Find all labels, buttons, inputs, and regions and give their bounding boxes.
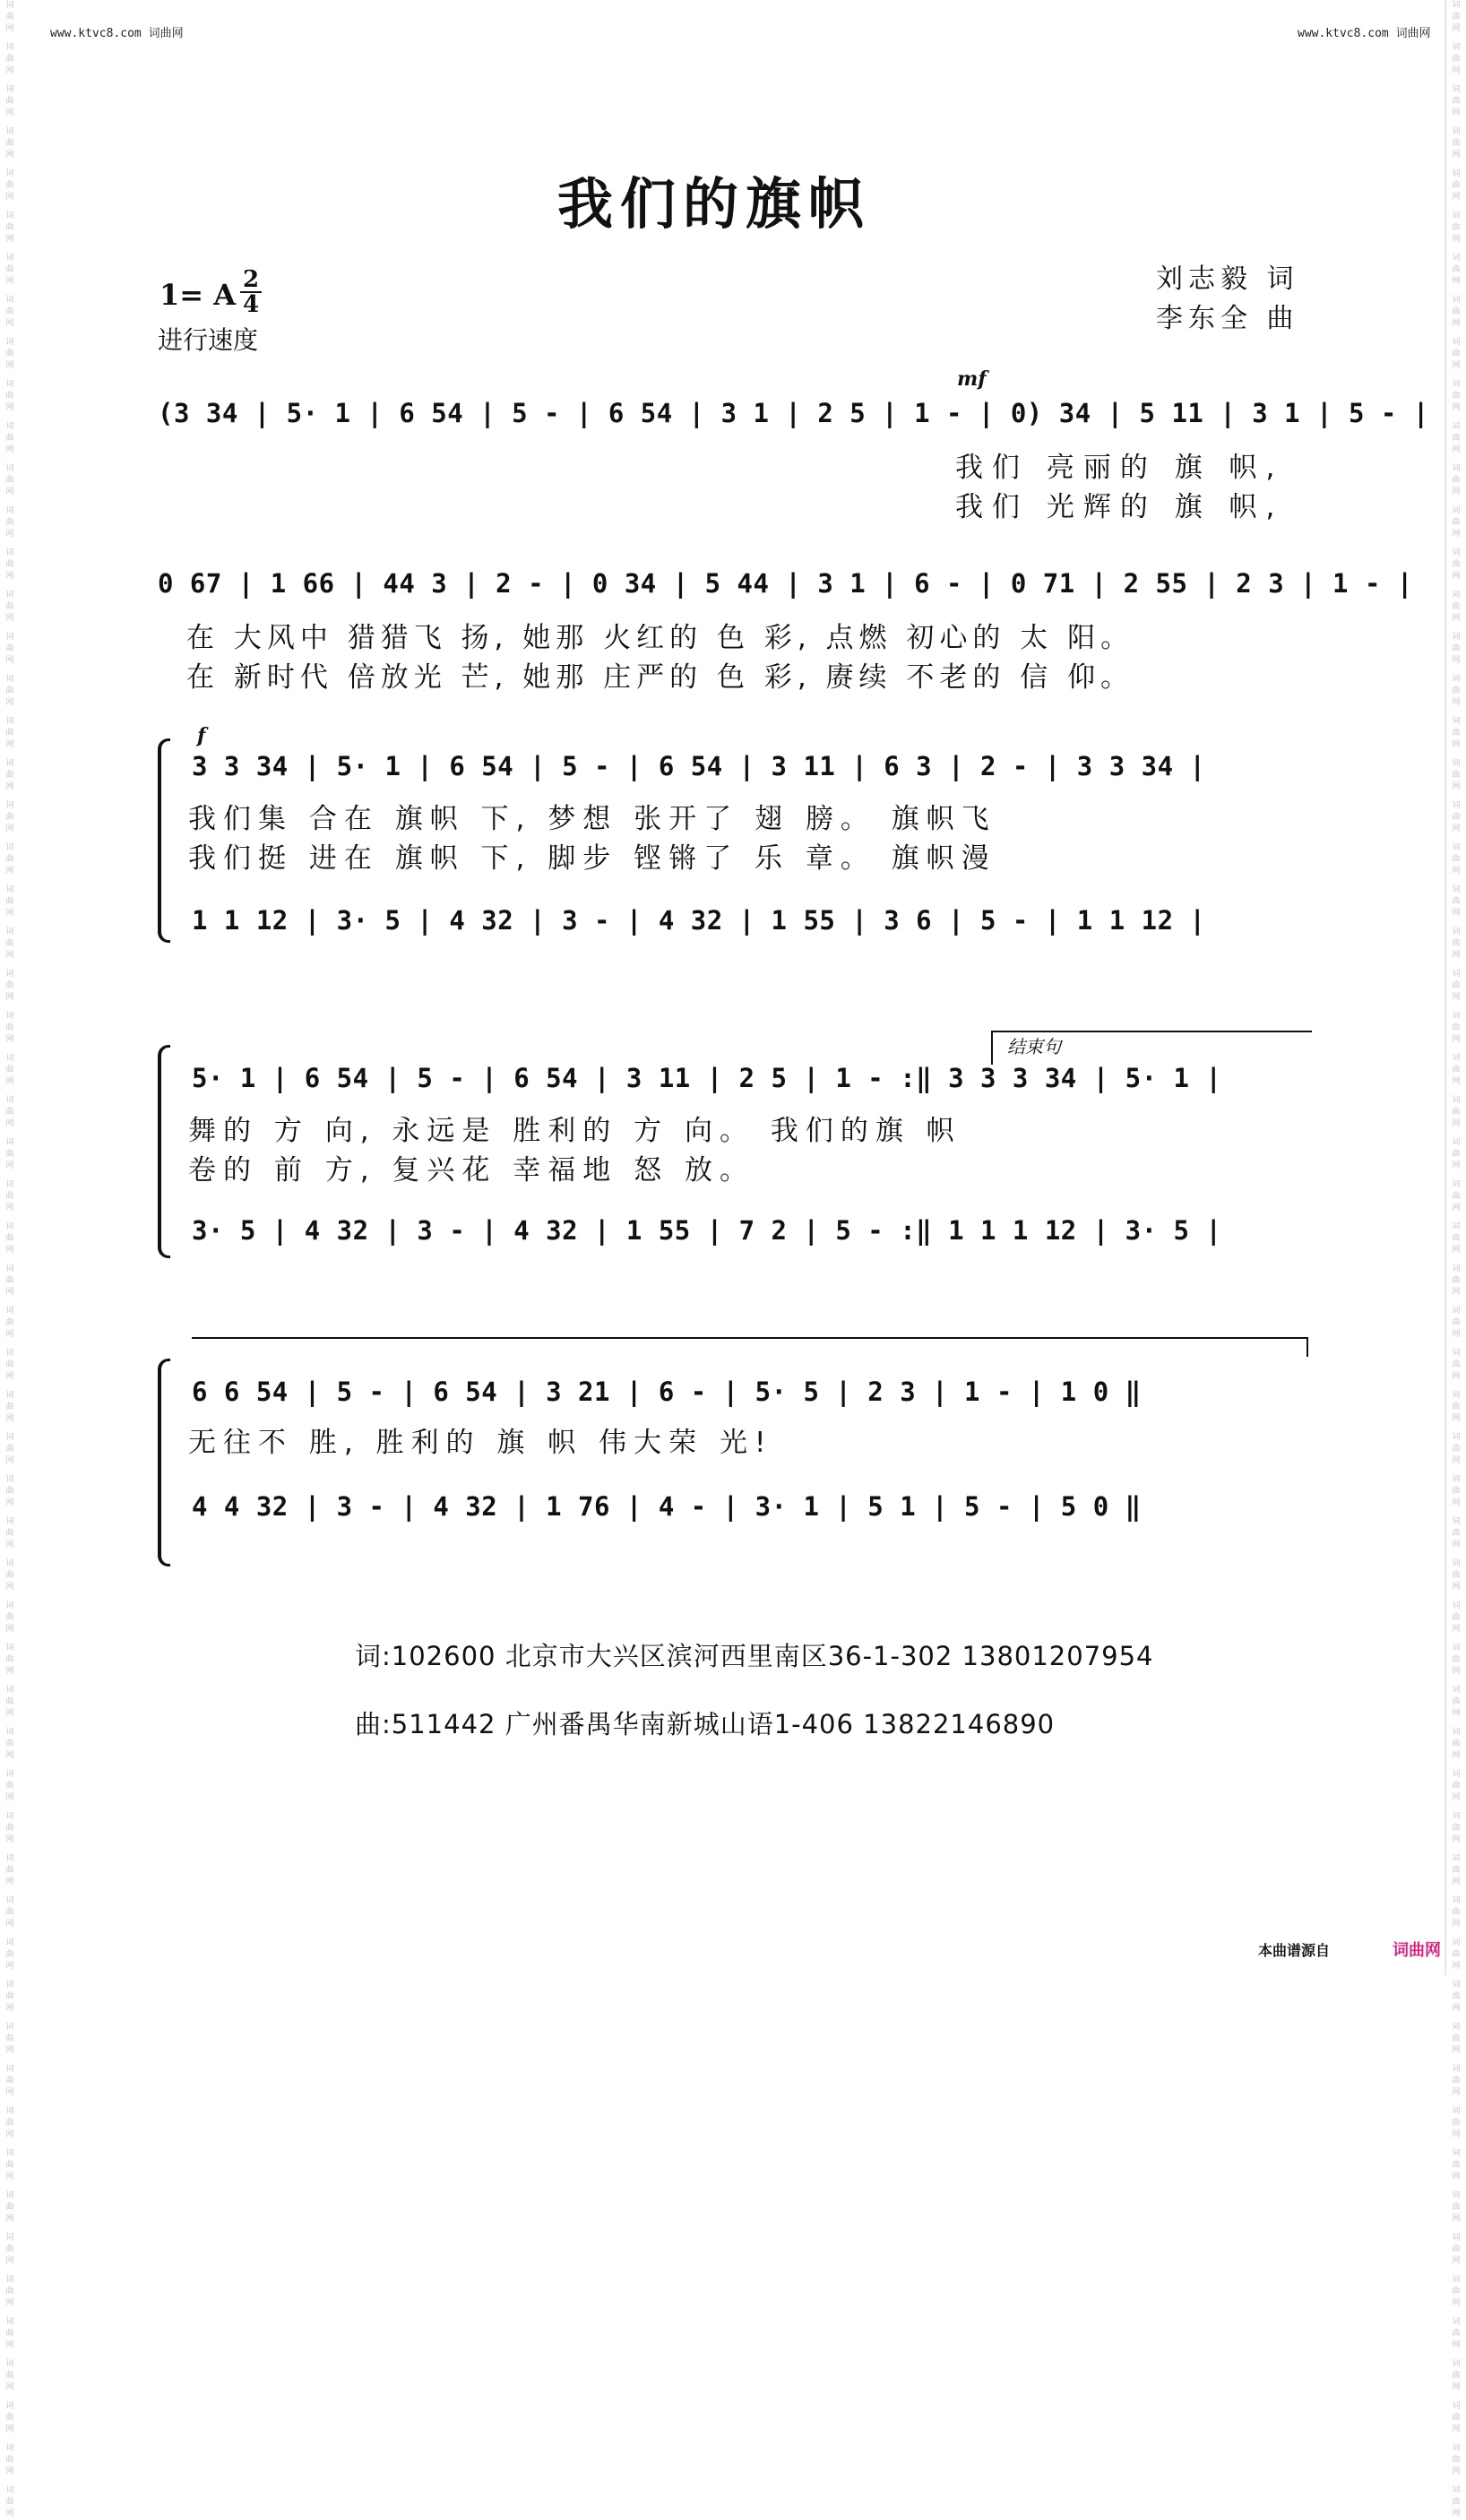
watermark-text: 词曲网 [1452,759,1461,791]
watermark-text: 词曲网 [1452,1854,1461,1886]
watermark-text: 词曲网 [5,1475,14,1507]
watermark-text: 词曲网 [5,2275,14,2308]
watermark-text: 词曲网 [1452,2402,1461,2434]
watermark-text: 词曲网 [5,1728,14,1760]
watermark-text: 词曲网 [5,1981,14,2013]
system5-lyrics-verse1: 无往不 胜, 胜利的 旗 帜 伟大荣 光! [188,1427,773,1459]
key-signature: 1= A [160,278,237,312]
watermark-text: 词曲网 [1452,885,1461,918]
system5-upper-notes: 6 6 54 | 5 - | 6 54 | 3 21 | 6 - | 5· 5 | 2 3 | 1 - | 1 0 ‖ [192,1377,1142,1407]
watermark-text: 词曲网 [1452,1,1461,33]
watermark-text: 词曲网 [5,254,14,286]
watermark-text: 词曲网 [1452,1770,1461,1802]
dynamic-f: f [197,724,206,747]
system3-lyrics-verse1: 我们集 合在 旗帜 下, 梦想 张开了 翅 膀。 旗帜飞 [188,803,996,835]
watermark-text: 词曲网 [5,1180,14,1213]
watermark-text: 词曲网 [5,1138,14,1170]
watermark-text: 词曲网 [5,296,14,328]
system1-lyrics-verse1: 我们 亮丽的 旗 帜, [955,452,1284,484]
watermark-text: 词曲网 [5,591,14,623]
watermark-text: 词曲网 [1452,1938,1461,1971]
system3-lower-notes: 1 1 12 | 3· 5 | 4 32 | 3 - | 4 32 | 1 55 | 3 6 | 5 - | 1 1 12 | [192,905,1206,936]
watermark-text: 词曲网 [5,1264,14,1297]
watermark-text: 词曲网 [1452,1981,1461,2013]
system5-brace [158,1359,170,1566]
watermark-text: 词曲网 [5,1770,14,1802]
watermark-text: 词曲网 [1452,464,1461,496]
watermark-text: 词曲网 [5,338,14,370]
watermark-text: 词曲网 [1452,1054,1461,1086]
watermark-text: 词曲网 [5,43,14,75]
watermark-text: 词曲网 [5,2444,14,2476]
watermark-text: 词曲网 [1452,591,1461,623]
watermark-text: 词曲网 [1452,422,1461,454]
watermark-text: 词曲网 [5,633,14,665]
watermark-text: 词曲网 [1452,1012,1461,1044]
watermark-text: 词曲网 [1452,1896,1461,1929]
watermark-text: 词曲网 [1452,801,1461,833]
watermark-text: 词曲网 [1452,2191,1461,2223]
system2-lyrics-verse1: 在 大风中 猎猎飞 扬, 她那 火红的 色 彩, 点燃 初心的 太 阳。 [186,622,1134,654]
watermark-text: 词曲网 [5,2107,14,2139]
composer-credit: 李东全 曲 [1156,303,1299,334]
watermark-text: 词曲网 [1452,1138,1461,1170]
right-margin-rule [1444,0,1446,1975]
watermark-text: 词曲网 [5,928,14,960]
watermark-text: 词曲网 [5,1601,14,1634]
watermark-text: 词曲网 [1452,2486,1461,2518]
watermark-text: 词曲网 [1452,1264,1461,1297]
watermark-text: 词曲网 [1452,2065,1461,2097]
system5-lower-notes: 4 4 32 | 3 - | 4 32 | 1 76 | 4 - | 3· 1 | 5 1 | 5 - | 5 0 ‖ [192,1491,1142,1522]
ending-label: 结束句 [1007,1036,1061,1057]
watermark-text: 词曲网 [1452,1391,1461,1423]
watermark-text: 词曲网 [1452,85,1461,117]
watermark-text: 词曲网 [1452,2444,1461,2476]
watermark-text: 词曲网 [5,843,14,876]
watermark-text: 词曲网 [1452,2233,1461,2265]
song-title: 我们的旗帜 [557,171,872,237]
watermark-text: 词曲网 [5,85,14,117]
system4-brace [158,1045,170,1258]
watermark-text: 词曲网 [1452,1222,1461,1255]
watermark-text: 词曲网 [5,1559,14,1592]
watermark-text: 词曲网 [1452,2149,1461,2181]
watermark-text: 词曲网 [5,759,14,791]
watermark-text: 词曲网 [1452,548,1461,581]
watermark-text: 词曲网 [5,2233,14,2265]
system4-upper-notes: 5· 1 | 6 54 | 5 - | 6 54 | 3 11 | 2 5 | 1 - :‖ 3 3 3 34 | 5· 1 | [192,1063,1222,1093]
watermark-text: 词曲网 [1452,717,1461,749]
watermark-text: 词曲网 [1452,2275,1461,2308]
watermark-text: 词曲网 [5,1812,14,1844]
system4-lyrics-verse1: 舞的 方 向, 永远是 胜利的 方 向。 我们的旗 帜 [188,1115,962,1147]
watermark-text: 词曲网 [5,2360,14,2392]
watermark-text: 词曲网 [5,464,14,496]
system1-lyrics-verse2: 我们 光辉的 旗 帜, [955,491,1284,523]
watermark-text: 词曲网 [5,422,14,454]
watermark-text: 词曲网 [5,127,14,160]
system2-notes: 0 67 | 1 66 | 44 3 | 2 - | 0 34 | 5 44 | 3 1 | 6 - | 0 71 | 2 55 | 2 3 | 1 - | [158,568,1413,599]
watermark-text: 词曲网 [5,506,14,539]
watermark-text: 词曲网 [1452,1180,1461,1213]
lyricist-credit: 刘志毅 词 [1156,263,1299,295]
watermark-text: 词曲网 [1452,1475,1461,1507]
system1-notes: (3 34 | 5· 1 | 6 54 | 5 - | 6 54 | 3 1 | 2 5 | 1 - | 0) 34 | 5 11 | 3 1 | 5 - | [158,398,1429,428]
system3-upper-notes: 3 3 34 | 5· 1 | 6 54 | 5 - | 6 54 | 3 11 | 6 3 | 2 - | 3 3 34 | [192,751,1206,781]
watermark-text: 词曲网 [5,717,14,749]
watermark-text: 词曲网 [5,1854,14,1886]
watermark-text: 词曲网 [5,801,14,833]
watermark-text: 词曲网 [1452,127,1461,160]
watermark-text: 词曲网 [5,1686,14,1718]
watermark-text: 词曲网 [1452,506,1461,539]
footer-site-link[interactable]: 词曲网 [1393,1941,1441,1960]
watermark-text: 词曲网 [1452,633,1461,665]
watermark-text: 词曲网 [5,2486,14,2518]
watermark-text: 词曲网 [1452,1812,1461,1844]
watermark-text: 词曲网 [5,1012,14,1044]
watermark-text: 词曲网 [5,2149,14,2181]
watermark-text: 词曲网 [5,2317,14,2350]
watermark-text: 词曲网 [1452,2317,1461,2350]
watermark-text: 词曲网 [1452,1307,1461,1339]
watermark-text: 词曲网 [5,169,14,202]
system3-lyrics-verse2: 我们挺 进在 旗帜 下, 脚步 铿锵了 乐 章。 旗帜漫 [188,842,996,875]
watermark-text: 词曲网 [1452,1433,1461,1465]
watermark-text: 词曲网 [5,1644,14,1676]
watermark-text: 词曲网 [1452,296,1461,328]
system4-lower-notes: 3· 5 | 4 32 | 3 - | 4 32 | 1 55 | 7 2 | 5 - :‖ 1 1 1 12 | 3· 5 | [192,1215,1222,1246]
watermark-text: 词曲网 [5,1517,14,1549]
watermark-text: 词曲网 [5,1054,14,1086]
watermark-text: 词曲网 [1452,1644,1461,1676]
watermark-text: 词曲网 [5,1222,14,1255]
watermark-text: 词曲网 [1452,254,1461,286]
watermark-text: 词曲网 [1452,1601,1461,1634]
watermark-text: 词曲网 [5,970,14,1002]
watermark-text: 词曲网 [5,1896,14,1929]
header-site-left[interactable]: www.ktvc8.com 词曲网 [50,27,184,40]
watermark-text: 词曲网 [1452,2360,1461,2392]
watermark-text: 词曲网 [1452,970,1461,1002]
watermark-text: 词曲网 [1452,843,1461,876]
watermark-text: 词曲网 [5,548,14,581]
watermark-text: 词曲网 [5,2402,14,2434]
watermark-text: 词曲网 [5,211,14,244]
watermark-text: 词曲网 [1452,675,1461,707]
watermark-text: 词曲网 [5,2065,14,2097]
dynamic-mf: mf [957,367,987,391]
time-signature: 2 4 [240,269,262,315]
system3-brace [158,738,170,943]
watermark-text: 词曲网 [5,885,14,918]
composer-address: 曲:511442 广州番禺华南新城山语1-406 13822146890 [355,1709,1056,1739]
watermark-text: 词曲网 [5,1391,14,1423]
watermark-text: 词曲网 [5,1307,14,1339]
watermark-text: 词曲网 [5,1349,14,1381]
watermark-text: 词曲网 [1452,43,1461,75]
watermark-text: 词曲网 [1452,2023,1461,2055]
watermark-text: 词曲网 [1452,1559,1461,1592]
watermark-text: 词曲网 [1452,1728,1461,1760]
watermark-text: 词曲网 [1452,169,1461,202]
watermark-text: 词曲网 [5,380,14,412]
watermark-text: 词曲网 [5,675,14,707]
watermark-text: 词曲网 [1452,1096,1461,1128]
system4-lyrics-verse2: 卷的 前 方, 复兴花 幸福地 怒 放。 [188,1154,755,1187]
watermark-text: 词曲网 [1452,1517,1461,1549]
watermark-text: 词曲网 [1452,2107,1461,2139]
watermark-text: 词曲网 [1452,211,1461,244]
system2-lyrics-verse2: 在 新时代 倍放光 芒, 她那 庄严的 色 彩, 赓续 不老的 信 仰。 [186,661,1134,694]
watermark-text: 词曲网 [1452,1686,1461,1718]
lyricist-address: 词:102600 北京市大兴区滨河西里南区36-1-302 13801207954 [355,1641,1154,1671]
watermark-text: 词曲网 [5,1433,14,1465]
header-site-right[interactable]: www.ktvc8.com 词曲网 [1298,27,1431,40]
footer-source-text: 本曲谱源自 [1258,1942,1331,1959]
watermark-text: 词曲网 [1452,928,1461,960]
right-watermark-strip [1450,0,1462,2518]
watermark-text: 词曲网 [5,2023,14,2055]
watermark-text: 词曲网 [5,1096,14,1128]
watermark-text: 词曲网 [5,1938,14,1971]
system5-bracket-line [192,1337,1308,1357]
watermark-text: 词曲网 [5,1,14,33]
watermark-text: 词曲网 [1452,338,1461,370]
tempo-marking: 进行速度 [158,325,259,355]
watermark-text: 词曲网 [5,2191,14,2223]
watermark-text: 词曲网 [1452,1349,1461,1381]
watermark-text: 词曲网 [1452,380,1461,412]
left-watermark-strip [4,0,16,2518]
